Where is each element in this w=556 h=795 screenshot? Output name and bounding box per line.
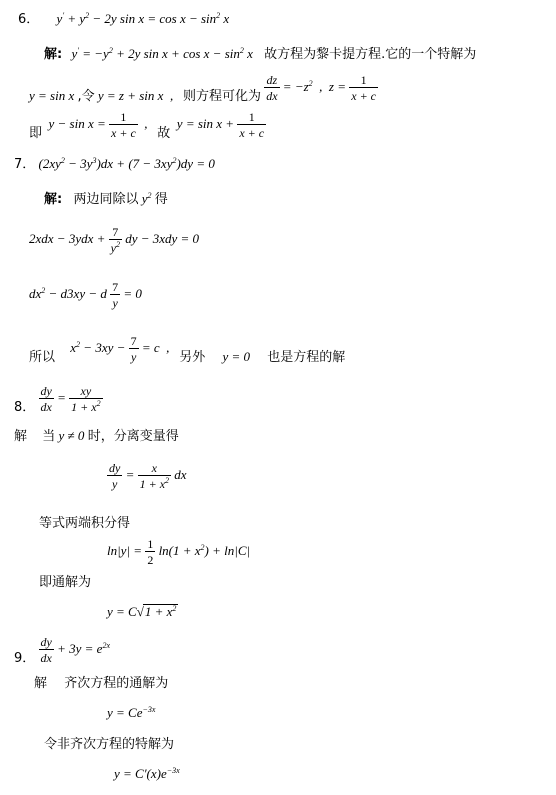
problem-7-also-solution-text: 也是方程的解 [267, 349, 346, 365]
problem-7-step2: $dx^2 - d3xy - d$ $\frac{7}{y}$ = 0 [29, 280, 142, 310]
problem-7-get-text: 得 [154, 192, 168, 207]
problem-6-solution-line1 [44, 47, 476, 61]
problem-9-homogeneous-solution: $y = Ce^{-3x}$ [107, 705, 156, 720]
problem-8-general-solution: $y = C√1 + x^2$ [107, 604, 177, 619]
problem-8-separate-text: 时，分离变量得 [87, 429, 179, 444]
problem-8-solution-line1 [14, 429, 179, 443]
problem-8-equation: $\frac{dy}{dx}$ = $\frac{xy}{1 + x^2}$ [40, 384, 101, 414]
problem-9-particular-solution: $y = C'(x)e^{-3x}$ [114, 766, 180, 781]
problem-8-integrated-equation: ln|y| = $\frac{1}{2}$ $\ln(1 + x^2) + \ln|C|$ [107, 537, 251, 567]
problem-7-header [14, 157, 215, 171]
problem-6-riccati-text: 故方程为黎卡提方程.它的一个特解为 [264, 47, 477, 62]
problem-9-header [14, 636, 110, 664]
problem-7-divide-text: 两边同除以 [73, 192, 139, 207]
problem-6-solution-line2: y = sin x ,令 y = z + sin x , 则方程可化为 $\frac{dz}{dx}$ = $-z^2$ , z = $\frac{1}{x + c}$ [29, 73, 376, 104]
problem-7-general-solution: $x^2 - 3xy$ − $\frac{7}{y}$ = c , [70, 334, 180, 364]
problem-6-equation: $y' + y^2 - 2y$ $\sin x = \cos x - \sin^2 x$ [56, 11, 230, 26]
problem-8-number: 8． [14, 399, 36, 415]
problem-7-equation: $(2xy^2 - 3y^3)dx + (7 - 3xy^2)dy = 0$ [38, 156, 215, 171]
problem-9-particular-text: 令非齐次方程的特解为 [44, 737, 175, 752]
problem-7-solution-line1 [44, 192, 168, 206]
problem-6-general-solution: y = sin x + $\frac{1}{x + c}$ [173, 110, 265, 140]
problem-7-special-solution: y = 0 [222, 348, 250, 364]
problem-9-number: 9． [14, 650, 36, 666]
problem-8-general-text: 即通解为 [39, 575, 92, 590]
problem-6-substitution: y = z + sin x [97, 87, 164, 103]
problem-9-homogeneous-text: 齐次方程的通解为 [64, 676, 169, 691]
problem-8-solution-label: 解 [14, 429, 28, 444]
problem-6-z-solution: z = $\frac{1}{x + c}$ [328, 73, 376, 103]
problem-6-transformed-equation: $\frac{dz}{dx}$ = $-z^2$ , [266, 73, 329, 103]
problem-7-solution-label: 解: [44, 192, 63, 207]
problem-6-particular-solution: y = sin x [29, 87, 75, 103]
problem-7-besides-text: 另外 [179, 349, 206, 365]
problem-7-so-text: 所以 [29, 349, 56, 365]
problem-9-solution-label: 解 [34, 676, 48, 691]
problem-6-solution-label: 解: [44, 47, 63, 62]
problem-7-conclusion [29, 335, 345, 363]
problem-7-step1: 2xdx − 3ydx + $\frac{7}{y^2}$ dy − 3xdy = 0 [29, 225, 200, 255]
problem-8-condition: y ≠ 0 [58, 428, 85, 443]
problem-8-integrate-text: 等式两端积分得 [39, 516, 131, 531]
problem-7-number: 7． [14, 157, 36, 172]
problem-6-solution-line3 [29, 111, 266, 139]
problem-8-when-text: 当 [42, 429, 56, 444]
problem-6-riccati-equation: $y' = -y^2 + 2y$ $\sin x + \cos x - \sin^2 x$ [71, 46, 253, 61]
problem-6-therefore-text: 即 [29, 125, 43, 141]
problem-6-y-minus-sin: y − sin x = $\frac{1}{x + c}$ , [45, 110, 158, 140]
problem-6-header [18, 12, 229, 26]
problem-8-header [14, 385, 103, 413]
problem-6-number: 6． [18, 12, 40, 27]
problem-7-divisor: $y^2$ [141, 191, 152, 206]
problem-9-solution-line1 [34, 676, 168, 690]
problem-9-equation: $\frac{dy}{dx}$ + $3y = e^{2x}$ [40, 635, 111, 665]
problem-8-separated-equation: $\frac{dy}{y}$ = $\frac{x}{1 + x^2}$ dx [109, 461, 187, 491]
problem-6-transform-text: 则方程可化为 [182, 88, 261, 104]
problem-6-let-text: ,令 [77, 88, 95, 104]
problem-6-hence-text: 故 [157, 125, 171, 141]
